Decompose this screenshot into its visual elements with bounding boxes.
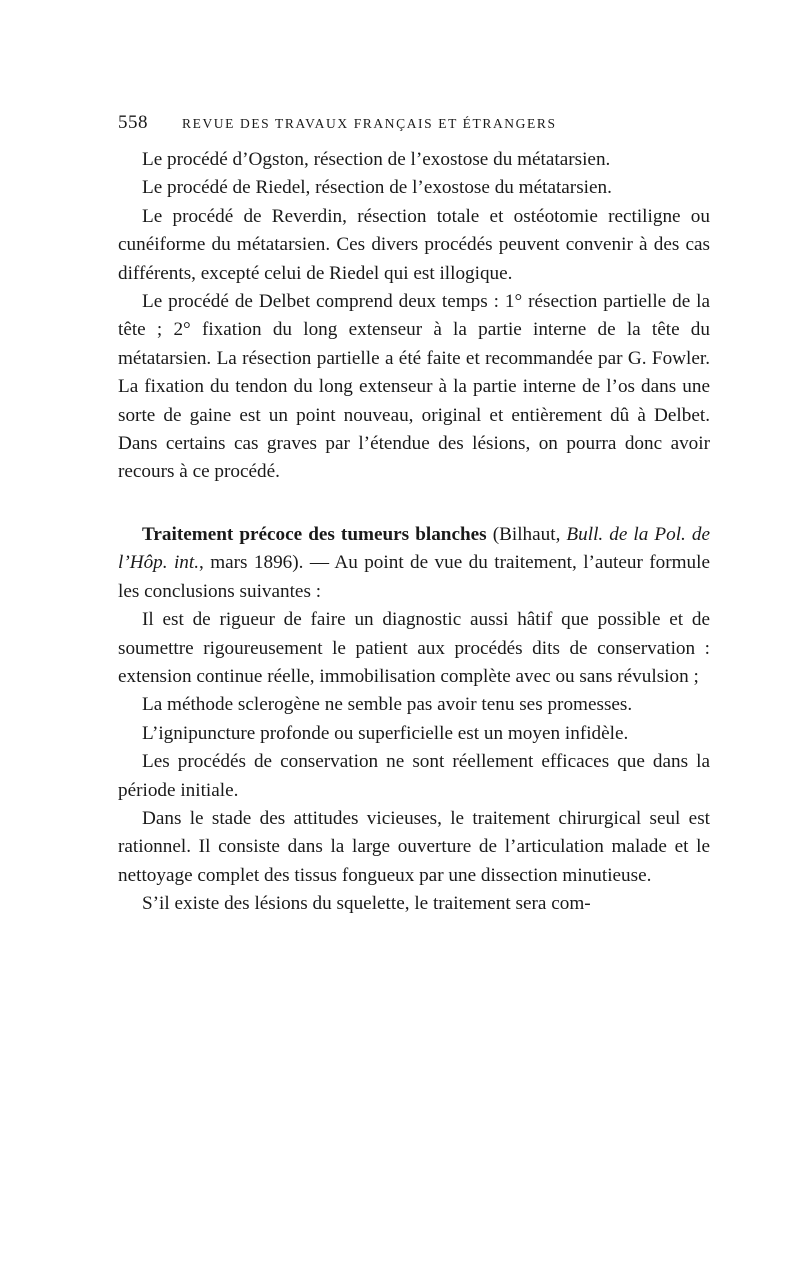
paragraph-ogston: Le procédé d’Ogston, résection de l’exostose du métatarsien. (142, 149, 611, 170)
page-number: 558 (118, 112, 148, 133)
paragraph-reverdin: Le procédé de Reverdin, résection totale et ostéotomie rectiligne ou cunéiforme du métatarsien. Ces divers procédés peuvent convenir à des cas différents, excepté celui de Riedel qui est illogique. (118, 205, 710, 284)
conclusion-conservation: Les procédés de conservation ne sont réellement efficaces que dans la période initiale. (118, 751, 710, 801)
section-spacer (118, 487, 710, 521)
article-heading-paragraph (118, 521, 710, 606)
article-title: Traitement précoce des tumeurs blanches (142, 523, 487, 545)
paragraph-riedel: Le procédé de Riedel, résection de l’exostose du métatarsien. (142, 177, 612, 199)
journal-title: Bull. de la Pol. de l’Hôp. int. (118, 523, 710, 574)
running-title: REVUE DES TRAVAUX FRANÇAIS ET ÉTRANGERS (182, 116, 557, 131)
conclusion-ignipuncture: L’ignipuncture profonde ou superficielle est un moyen infidèle. (142, 722, 629, 744)
conclusion-diagnostic: Il est de rigueur de faire un diagnostic aussi hâtif que possible et de soumettre rigoureusement le patient aux procédés dits de conservation : extension continue réelle, immobilisation complète avec ou sans révulsion ; (118, 609, 710, 687)
paragraph-delbet: Le procédé de Delbet comprend deux temps : 1° résection partielle de la tête ; 2° fixation du long extenseur à la partie interne de la tête du métatarsien. La résection partielle a été faite et recommandée par G. Fowler. La fixation du tendon du long extenseur à la partie interne de l’os dans une sorte de gaine est un point nouveau, original et entièrement dû à Delbet. Dans certains cas graves par l’étendue des lésions, on pourra donc avoir recours à ce procédé. (118, 291, 710, 483)
citation-open: (Bilhaut, (486, 523, 567, 545)
document-page (118, 112, 710, 919)
citation-rest: , mars 1896). — Au point de vue du traitement, l’auteur formule les conclusions suivantes : (118, 552, 710, 602)
conclusion-sclerogene: La méthode sclerogène ne semble pas avoir tenu ses promesses. (142, 694, 633, 716)
conclusion-skeleton: S’il existe des lésions du squelette, le traitement sera com- (142, 893, 591, 915)
conclusion-surgical: Dans le stade des attitudes vicieuses, le traitement chirurgical seul est rationnel. Il consiste dans la large ouverture de l’articulation malade et le nettoyage complet des tissus fongueux par une dissection minutieuse. (118, 807, 710, 886)
running-header (118, 112, 710, 142)
